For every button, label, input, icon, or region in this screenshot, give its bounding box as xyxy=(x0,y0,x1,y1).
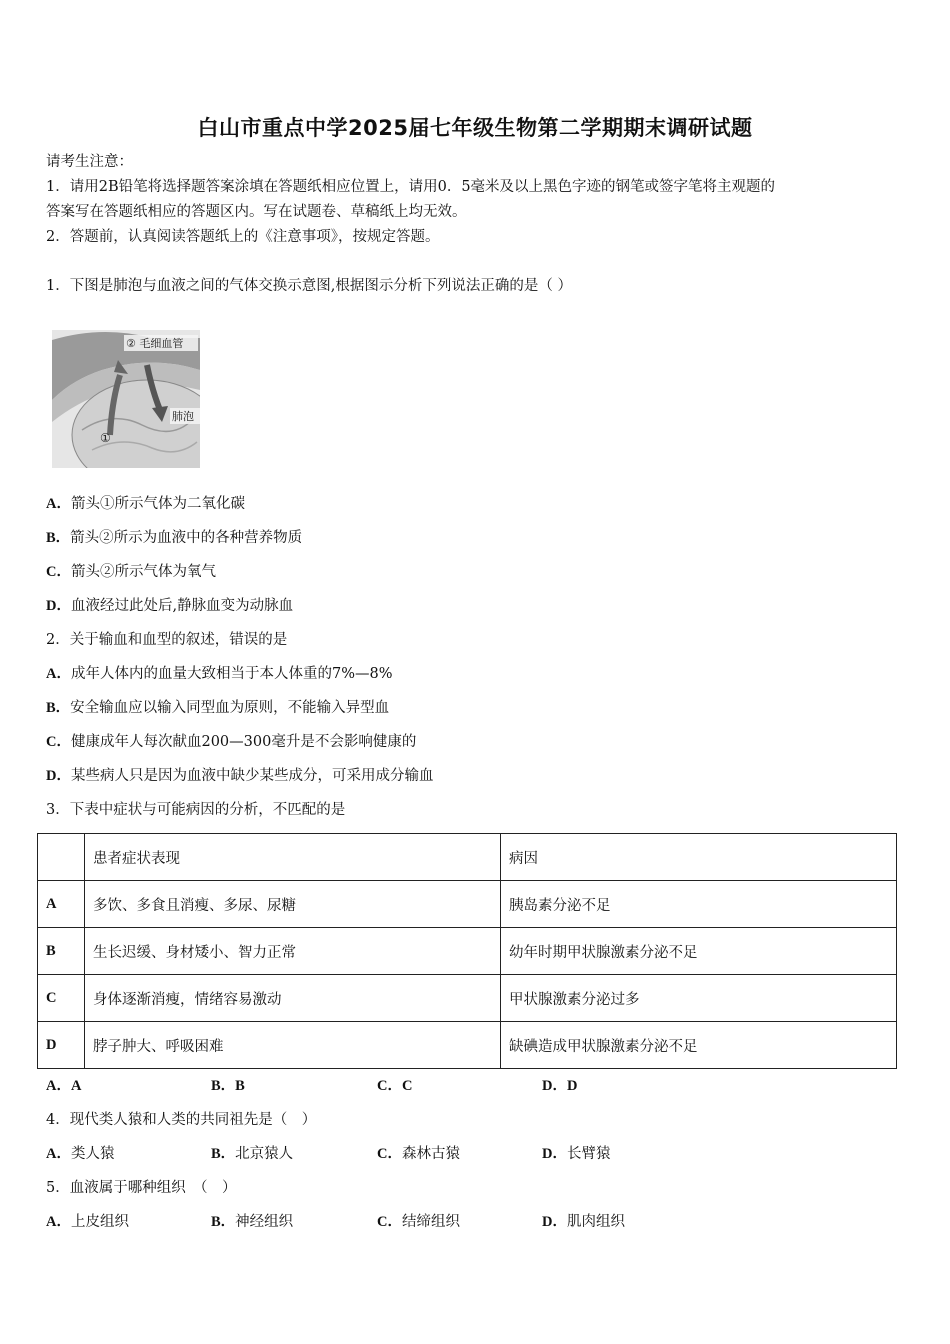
table-cell: 生长迟缓、身材矮小、智力正常 xyxy=(85,928,501,975)
table-cell: 脖子肿大、呼吸困难 xyxy=(85,1022,501,1069)
notice-item-2: 2．答题前，认真阅读答题纸上的《注意事项》，按规定答题。 xyxy=(46,229,440,245)
capillary-label: ② 毛细血管 xyxy=(126,337,184,350)
question-2-option-a: A．成年人体内的血量大致相当于本人体重的7%—8% xyxy=(46,666,393,682)
symptom-cause-table xyxy=(37,833,897,1069)
alveolus-label: 肺泡 xyxy=(172,410,194,423)
table-cell: B xyxy=(38,928,85,975)
notice-item-1-line-1: 1．请用2B铅笔将选择题答案涂填在答题纸相应位置上，请用0．5毫米及以上黑色字迹的钢笔或签字笔将主观题的 xyxy=(46,179,776,195)
question-1-option-b: B．箭头②所示为血液中的各种营养物质 xyxy=(46,530,303,546)
question-2-option-b: B．安全输血应以输入同型血为原则，不能输入异型血 xyxy=(46,700,390,716)
table-header-cell: 病因 xyxy=(501,834,897,881)
question-1-stem: 1．下图是肺泡与血液之间的气体交换示意图,根据图示分析下列说法正确的是（ ） xyxy=(46,278,572,294)
option-item: C．C xyxy=(377,1078,413,1094)
option-item: B．北京猿人 xyxy=(211,1146,294,1162)
table-cell: 甲状腺激素分泌过多 xyxy=(501,975,897,1022)
question-2-option-d: D．某些病人只是因为血液中缺少某些成分，可采用成分输血 xyxy=(46,768,434,784)
question-1-option-a: A．箭头①所示气体为二氧化碳 xyxy=(46,496,245,512)
option-item: C．森林古猿 xyxy=(377,1146,460,1162)
table-cell: 多饮、多食且消瘦、多尿、尿糖 xyxy=(85,881,501,928)
question-4-stem: 4．现代类人猿和人类的共同祖先是（ ） xyxy=(46,1112,317,1128)
table-cell: 胰岛素分泌不足 xyxy=(501,881,897,928)
table-cell: C xyxy=(38,975,85,1022)
table-row xyxy=(38,928,897,975)
table-row xyxy=(38,975,897,1022)
question-5-stem: 5．血液属于哪种组织 （ ） xyxy=(46,1180,237,1196)
table-cell: A xyxy=(38,881,85,928)
notice-heading: 请考生注意： xyxy=(46,154,133,170)
table-header-row xyxy=(38,834,897,881)
table-header-cell xyxy=(38,834,85,881)
notice-item-1-line-2: 答案写在答题纸相应的答题区内。写在试题卷、草稿纸上均无效。 xyxy=(46,204,467,220)
arrow-1-label: ① xyxy=(100,431,111,445)
option-item: C．结缔组织 xyxy=(377,1214,460,1230)
table-row xyxy=(38,881,897,928)
table-cell: 身体逐渐消瘦，情绪容易激动 xyxy=(85,975,501,1022)
table-row xyxy=(38,1022,897,1069)
table-cell: 缺碘造成甲状腺激素分泌不足 xyxy=(501,1022,897,1069)
option-item: B．神经组织 xyxy=(211,1214,294,1230)
table-cell: D xyxy=(38,1022,85,1069)
option-item: D．长臂猿 xyxy=(542,1146,611,1162)
table-header-cell: 患者症状表现 xyxy=(85,834,501,881)
alveolus-gas-exchange-figure xyxy=(52,330,200,468)
page-title: 白山市重点中学2025届七年级生物第二学期期末调研试题 xyxy=(197,116,753,140)
option-item: D．肌肉组织 xyxy=(542,1214,625,1230)
option-item: A．上皮组织 xyxy=(46,1214,129,1230)
option-item: B．B xyxy=(211,1078,245,1094)
table-cell: 幼年时期甲状腺激素分泌不足 xyxy=(501,928,897,975)
question-1-option-d: D．血液经过此处后,静脉血变为动脉血 xyxy=(46,598,294,614)
question-2-option-c: C．健康成年人每次献血200—300毫升是不会影响健康的 xyxy=(46,734,417,750)
question-3-stem: 3．下表中症状与可能病因的分析，不匹配的是 xyxy=(46,802,346,818)
question-1-option-c: C．箭头②所示气体为氧气 xyxy=(46,564,216,580)
option-item: A．A xyxy=(46,1078,82,1094)
option-item: D．D xyxy=(542,1078,578,1094)
option-item: A．类人猿 xyxy=(46,1146,115,1162)
question-2-stem: 2．关于输血和血型的叙述，错误的是 xyxy=(46,632,288,648)
